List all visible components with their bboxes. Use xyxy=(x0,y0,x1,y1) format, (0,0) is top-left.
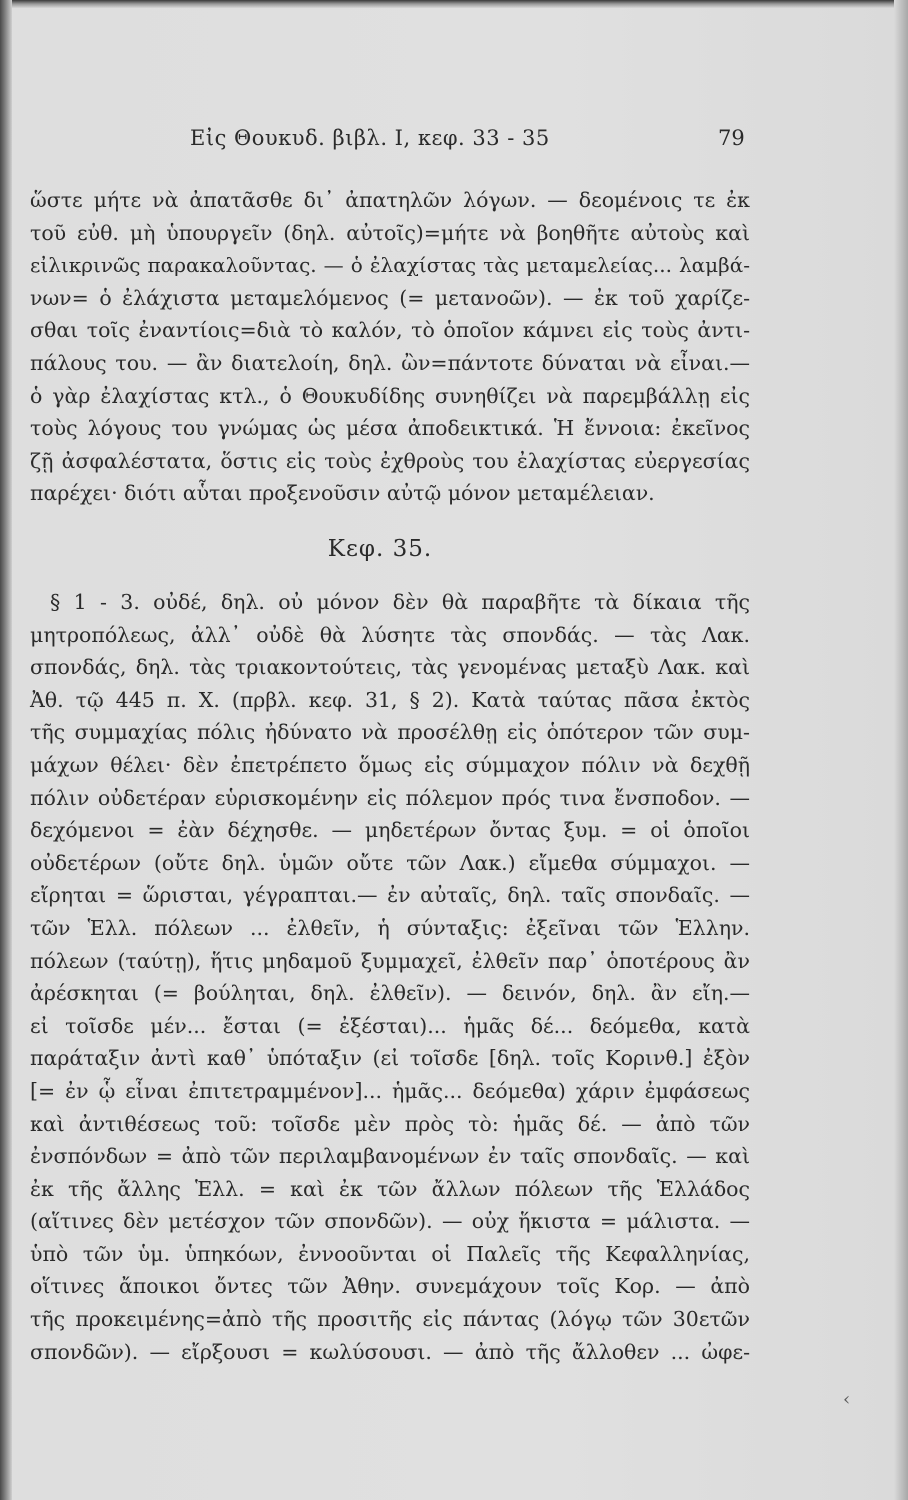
text-line: παράταξιν ἀντὶ καθ᾿ ὑπόταξιν (εἰ τοῖσδε [δηλ. τοῖς Κορινθ.] ἐξὸν xyxy=(30,1046,750,1071)
text-line: ἐνσπόνδων = ἀπὸ τῶν περιλαμβανομένων ἐν ταῖς σπονδαῖς. — καὶ xyxy=(30,1144,750,1169)
text-line: [= ἐν ᾧ εἶναι ἐπιτετραμμένον]... ἡμᾶς... δεόμεθα) χάριν ἐμφάσεως xyxy=(30,1078,750,1103)
page-top-shadow xyxy=(0,0,908,8)
text-line: ὁ γὰρ ἐλαχίστας κτλ., ὁ Θουκυδίδης συνηθίζει νὰ παρεμβάλλῃ εἰς xyxy=(30,383,750,408)
text-line: τῆς συμμαχίας πόλις ἠδύνατο νὰ προσέλθῃ εἰς ὁπότερον τῶν συμ- xyxy=(30,720,750,745)
text-line: τοὺς λόγους του γνώμας ὡς μέσα ἀποδεικτικά. Ἡ ἔννοια: ἐκεῖνος xyxy=(30,416,750,441)
text-line: παρέχει· διότι αὗται προξενοῦσιν αὐτῷ μόνον μεταμέλειαν. xyxy=(30,481,655,506)
text-line: οἵτινες ἄποικοι ὄντες τῶν Ἀθην. συνεμάχουν τοῖς Κορ. — ἀπὸ xyxy=(30,1274,750,1299)
text-line: πόλεων (ταύτῃ), ἥτις μηδαμοῦ ξυμμαχεῖ, ἐλθεῖν παρ᾿ ὁποτέρους ἂν xyxy=(30,948,750,973)
text-line: ὑπὸ τῶν ὑμ. ὑπηκόων, ἐννοοῦνται οἱ Παλεῖς τῆς Κεφαλληνίας, xyxy=(30,1241,750,1266)
text-line: μητροπόλεως, ἀλλ᾿ οὐδὲ θὰ λύσητε τὰς σπονδάς. — τὰς Λακ. xyxy=(30,622,750,647)
text-line: ζῇ ἀσφαλέστατα, ὅστις εἰς τοὺς ἐχθροὺς του ἐλαχίστας εὐεργεσίας xyxy=(30,448,750,473)
text-line: εἰλικρινῶς παρακαλοῦντας. — ὁ ἐλαχίστας τὰς μεταμελείας... λαμβά- xyxy=(30,253,750,278)
text-line: ἀρέσκηται (= βούληται, δηλ. ἐλθεῖν). — δεινόν, δηλ. ἂν εἴη.— xyxy=(30,981,750,1006)
chapter-heading: Κεφ. 35. xyxy=(327,536,433,562)
text-line: τῶν Ἑλλ. πόλεων ... ἐλθεῖν, ἡ σύνταξις: ἐξεῖναι τῶν Ἑλλην. xyxy=(30,915,750,940)
text-line: οὐδετέρων (οὔτε δηλ. ὑμῶν οὔτε τῶν Λακ.) εἴμεθα σύμμαχοι. — xyxy=(30,850,750,875)
text-line: τοῦ εὐθ. μὴ ὑπουργεῖν (δηλ. αὐτοῖς)=μήτε νὰ βοηθῆτε αὐτοὺς καὶ xyxy=(30,220,750,245)
running-title: Εἰς Θουκυδ. βιβλ. Ι, κεφ. 33 - 35 xyxy=(190,126,550,150)
text-line: § 1 - 3. οὐδέ, δηλ. οὐ μόνον δὲν θὰ παραβῆτε τὰ δίκαια τῆς xyxy=(50,590,750,614)
page-number: 79 xyxy=(718,126,745,150)
text-line: καὶ ἀντιθέσεως τοῦ: τοῖσδε μὲν πρὸς τὸ: ἡμᾶς δέ. — ἀπὸ τῶν xyxy=(30,1111,750,1136)
text-line: Ἀθ. τῷ 445 π. Χ. (πρβλ. κεφ. 31, § 2). Κατὰ ταύτας πᾶσα ἐκτὸς xyxy=(30,687,750,712)
text-line: εἰ τοῖσδε μέν... ἔσται (= ἐξέσται)... ἡμᾶς δέ... δεόμεθα, κατὰ xyxy=(30,1013,750,1038)
paragraph-commentary-ch34 xyxy=(30,184,750,510)
text-line: δεχόμενοι = ἐὰν δέχησθε. — μηδετέρων ὄντας ξυμ. = οἱ ὁποῖοι xyxy=(30,818,750,843)
text-line: σπονδάς, δηλ. τὰς τριακοντούτεις, τὰς γενομένας μεταξὺ Λακ. καὶ xyxy=(30,655,750,680)
page-binding-shadow xyxy=(0,0,12,1500)
pencil-mark-icon: ‹ xyxy=(843,1389,851,1410)
text-line: μάχων θέλει· δὲν ἐπετρέπετο ὅμως εἰς σύμμαχον πόλιν νὰ δεχθῇ xyxy=(30,752,750,777)
text-line: ὥστε μήτε νὰ ἀπατᾶσθε δι᾿ ἀπατηλῶν λόγων. — δεομένοις τε ἐκ xyxy=(30,188,750,212)
text-line: σπονδῶν). — εἴρξουσι = κωλύσουσι. — ἀπὸ τῆς ἄλλοθεν ... ὠφε- xyxy=(30,1339,750,1364)
text-line: (αἵτινες δὲν μετέσχον τῶν σπονδῶν). — οὐχ ἥκιστα = μάλιστα. — xyxy=(30,1209,750,1234)
paragraph-commentary-ch35 xyxy=(30,586,750,1368)
text-line: τῆς προκειμένης=ἀπὸ τῆς προσιτῆς εἰς πάντας (λόγῳ τῶν 30ετῶν xyxy=(30,1307,750,1332)
running-head xyxy=(0,126,908,156)
text-line: ἐκ τῆς ἄλλης Ἑλλ. = καὶ ἐκ τῶν ἄλλων πόλεων τῆς Ἑλλάδος xyxy=(30,1176,750,1201)
text-line: νων= ὁ ἐλάχιστα μεταμελόμενος (= μετανοῶν). — ἐκ τοῦ χαρίζε- xyxy=(30,285,750,310)
text-line: πάλους του. — ἂν διατελοίη, δηλ. ὢν=πάντοτε δύναται νὰ εἶναι.— xyxy=(30,350,750,375)
text-line: πόλιν οὐδετέραν εὑρισκομένην εἰς πόλεμον πρός τινα ἔνσποδον. — xyxy=(30,785,750,810)
page-right-shadow xyxy=(894,0,908,1500)
text-line: εἴρηται = ὥρισται, γέγραπται.— ἐν αὐταῖς, δηλ. ταῖς σπονδαῖς. — xyxy=(30,883,750,908)
text-line: σθαι τοῖς ἐναντίοις=διὰ τὸ καλόν, τὸ ὁποῖον κάμνει εἰς τοὺς ἀντι- xyxy=(30,318,750,343)
